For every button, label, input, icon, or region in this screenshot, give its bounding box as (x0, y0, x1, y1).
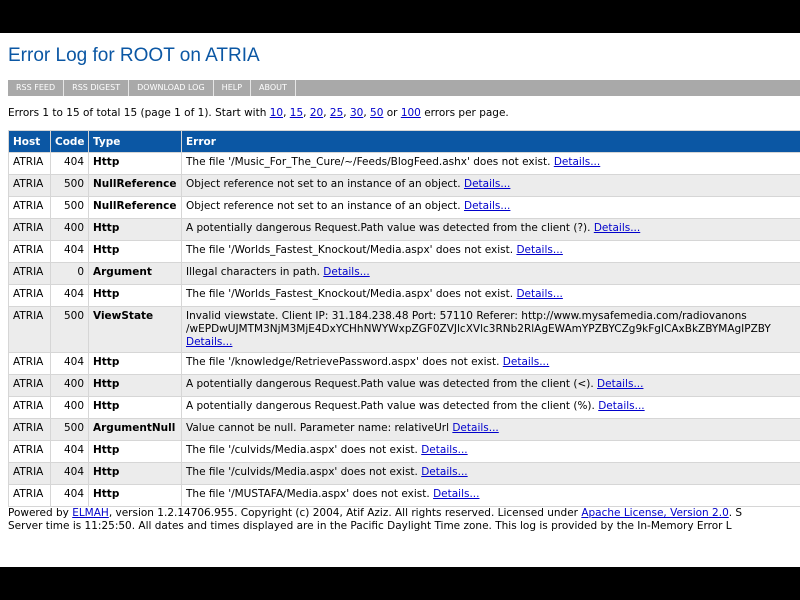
error-message-text: Invalid viewstate. Client IP: 31.184.238.48 Port: 57110 Referer: http://www.mysafemedia.com/radiovanons (186, 310, 747, 322)
powered-suffix: . S (728, 507, 743, 519)
details-link[interactable]: Details... (463, 200, 511, 212)
error-message-text: The file '/knowledge/RetrievePassword.aspx' does not exist. (186, 356, 500, 368)
details-link[interactable]: Details... (421, 466, 468, 478)
host-cell: ATRIA (9, 375, 51, 397)
code-cell: 500 (51, 419, 89, 441)
error-column-header: Error (182, 131, 800, 153)
table-row (9, 441, 800, 463)
error-message-cell (182, 397, 800, 419)
page-title: Error Log for ROOT on ATRIA (8, 45, 260, 66)
paging-suffix: errors per page. (420, 107, 509, 119)
error-message-cell (182, 153, 800, 175)
table-row (9, 307, 800, 353)
host-cell: ATRIA (9, 441, 51, 463)
details-link[interactable]: Details... (593, 222, 641, 234)
table-row (9, 419, 800, 441)
table-row (9, 197, 800, 219)
type-cell: ArgumentNull (89, 419, 182, 441)
page-size-link-15[interactable]: 15 (289, 107, 304, 119)
table-row (9, 285, 800, 307)
error-rows (9, 153, 800, 507)
details-link[interactable]: Details... (516, 288, 563, 300)
code-cell: 404 (51, 285, 89, 307)
rss-digest-button[interactable]: RSS DIGEST (64, 80, 129, 96)
details-link[interactable]: Details... (516, 244, 563, 256)
error-message-text: A potentially dangerous Request.Path value was detected from the client (?). (186, 222, 591, 234)
error-message-text: /wEPDwUJMTM3NjM3MjE4DxYCHhNWYWxpZGF0ZVJlcXVlc3RNb2RlAgEWAmYPZBYCZg9kFgICAxBkZBYMAgIPZBY (186, 323, 771, 335)
paging-or: or (383, 107, 401, 119)
host-cell: ATRIA (9, 197, 51, 219)
host-cell: ATRIA (9, 307, 51, 353)
error-message-cell (182, 485, 800, 507)
error-message-cell (182, 441, 800, 463)
type-cell: Http (89, 285, 182, 307)
powered-by-line (8, 507, 742, 520)
copyright-text: , version 1.2.14706.955. Copyright (c) 2004, Atif Aziz. All rights reserved. Licensed under (108, 507, 582, 519)
type-cell: NullReference (89, 175, 182, 197)
details-link[interactable]: Details... (463, 178, 511, 190)
type-cell: Http (89, 441, 182, 463)
host-cell: ATRIA (9, 353, 51, 375)
type-cell: Http (89, 153, 182, 175)
page-size-link-25[interactable]: 25 (329, 107, 344, 119)
error-message-text: Illegal characters in path. (186, 266, 320, 278)
error-message-cell (182, 241, 800, 263)
table-row (9, 375, 800, 397)
error-message-cell (182, 375, 800, 397)
details-link[interactable]: Details... (502, 356, 550, 368)
page-size-link-20[interactable]: 20 (309, 107, 324, 119)
code-column-header: Code (51, 131, 89, 153)
host-cell: ATRIA (9, 263, 51, 285)
host-cell: ATRIA (9, 175, 51, 197)
elmah-link[interactable]: ELMAH (72, 507, 109, 519)
error-message-text: Object reference not set to an instance of an object. (186, 178, 461, 190)
code-cell: 0 (51, 263, 89, 285)
code-cell: 404 (51, 441, 89, 463)
host-cell: ATRIA (9, 219, 51, 241)
rss-feed-button[interactable]: RSS FEED (8, 80, 64, 96)
error-message-text: Value cannot be null. Parameter name: relativeUrl (186, 422, 449, 434)
error-message-text: A potentially dangerous Request.Path value was detected from the client (<). (186, 378, 594, 390)
browser-viewport (0, 33, 800, 567)
error-message-text: The file '/culvids/Media.aspx' does not exist. (186, 444, 418, 456)
type-cell: Http (89, 241, 182, 263)
download-log-button[interactable]: DOWNLOAD LOG (129, 80, 214, 96)
details-link[interactable]: Details... (433, 488, 480, 500)
host-cell: ATRIA (9, 463, 51, 485)
page-size-link-100[interactable]: 100 (400, 107, 421, 119)
error-message-text: The file '/culvids/Media.aspx' does not exist. (186, 466, 418, 478)
type-cell: Http (89, 375, 182, 397)
table-row (9, 219, 800, 241)
error-message-cell (182, 197, 800, 219)
footer (8, 507, 742, 532)
code-cell: 404 (51, 241, 89, 263)
error-message-text: The file '/Worlds_Fastest_Knockout/Media.aspx' does not exist. (186, 288, 514, 300)
table-header-row (9, 131, 800, 153)
type-column-header: Type (89, 131, 182, 153)
host-cell: ATRIA (9, 285, 51, 307)
code-cell: 500 (51, 175, 89, 197)
host-cell: ATRIA (9, 485, 51, 507)
details-link[interactable]: Details... (598, 400, 645, 412)
error-log-table (8, 130, 800, 507)
type-cell: Http (89, 219, 182, 241)
code-cell: 500 (51, 307, 89, 353)
details-link[interactable]: Details... (597, 378, 644, 390)
details-link[interactable]: Details... (186, 336, 233, 348)
error-message-cell (182, 175, 800, 197)
error-message-text: The file '/Worlds_Fastest_Knockout/Media.aspx' does not exist. (186, 244, 514, 256)
server-time-line: Server time is 11:25:50. All dates and times displayed are in the Pacific Daylight Time zone. This log is provided by the In-Memory Error L (8, 519, 732, 532)
code-cell: 400 (51, 375, 89, 397)
table-row (9, 353, 800, 375)
type-cell: Http (89, 485, 182, 507)
table-row (9, 485, 800, 507)
host-cell: ATRIA (9, 241, 51, 263)
type-cell: Http (89, 463, 182, 485)
error-message-cell (182, 307, 800, 353)
table-row (9, 263, 800, 285)
speed-bar (8, 80, 800, 96)
about-button[interactable]: ABOUT (251, 80, 296, 96)
type-cell: Argument (89, 263, 182, 285)
code-cell: 404 (51, 353, 89, 375)
paging-summary: Errors 1 to 15 of total 15 (page 1 of 1). Start with (8, 107, 270, 119)
type-cell: ViewState (89, 307, 182, 353)
table-row (9, 175, 800, 197)
host-cell: ATRIA (9, 153, 51, 175)
type-cell: Http (89, 353, 182, 375)
license-link[interactable]: Apache License, Version 2.0 (581, 507, 729, 519)
details-link[interactable]: Details... (452, 422, 499, 434)
error-message-cell (182, 285, 800, 307)
page-size-link-30[interactable]: 30 (349, 107, 364, 119)
error-message-cell (182, 463, 800, 485)
table-row (9, 241, 800, 263)
page-size-link-10[interactable]: 10 (269, 107, 284, 119)
page-size-link-50[interactable]: 50 (370, 107, 384, 119)
error-message-cell (182, 419, 800, 441)
type-cell: Http (89, 397, 182, 419)
error-message-cell (182, 263, 800, 285)
host-column-header: Host (9, 131, 51, 153)
code-cell: 404 (51, 153, 89, 175)
code-cell: 404 (51, 485, 89, 507)
code-cell: 404 (51, 463, 89, 485)
table-row (9, 463, 800, 485)
details-link[interactable]: Details... (323, 266, 370, 278)
error-message-cell (182, 219, 800, 241)
table-row (9, 153, 800, 175)
powered-prefix: Powered by (8, 507, 73, 519)
help-button[interactable]: HELP (214, 80, 251, 96)
type-cell: NullReference (89, 197, 182, 219)
error-message-text: The file '/MUSTAFA/Media.aspx' does not exist. (186, 488, 430, 500)
error-message-text: A potentially dangerous Request.Path value was detected from the client (%). (186, 400, 595, 412)
error-message-text: The file '/Music_For_The_Cure/~/Feeds/BlogFeed.ashx' does not exist. (186, 156, 551, 168)
table-row (9, 397, 800, 419)
error-message-cell (182, 353, 800, 375)
details-link[interactable]: Details... (421, 444, 468, 456)
code-cell: 400 (51, 397, 89, 419)
code-cell: 400 (51, 219, 89, 241)
host-cell: ATRIA (9, 397, 51, 419)
page-size-selector: Errors 1 to 15 of total 15 (page 1 of 1). Start with 10, 15, 20, 25, 30, 50 or 100 errors per page. (8, 107, 509, 119)
details-link[interactable]: Details... (553, 156, 601, 168)
host-cell: ATRIA (9, 419, 51, 441)
code-cell: 500 (51, 197, 89, 219)
error-message-text: Object reference not set to an instance of an object. (186, 200, 461, 212)
